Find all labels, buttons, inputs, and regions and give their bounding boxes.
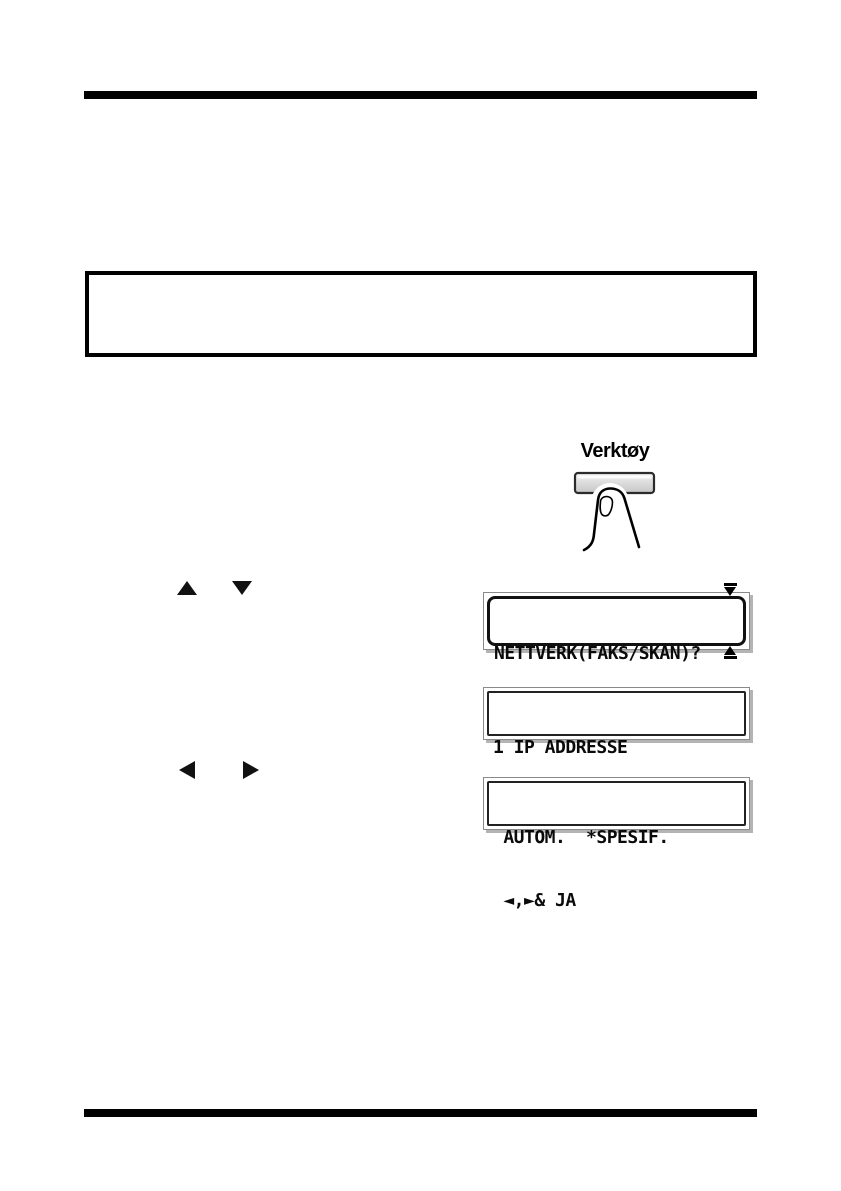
lcd-screen [487,691,746,758]
lcd-line1: AUTOM. *SPESIF. [493,827,669,848]
down-arrow-key-icon [232,581,252,595]
scroll-down-indicator-icon [722,540,738,638]
lcd-display-autom-spesif [483,777,750,911]
verktoy-key-label: Verktøy [580,440,650,462]
lcd-screen [487,596,746,664]
bottom-rule [84,1109,757,1117]
lcd-line2: ◄,►& JA [493,890,576,911]
lcd-display-network-prompt [483,592,750,664]
right-arrow-key-icon [243,761,259,779]
verktoy-key-press-illustration [565,460,665,565]
left-arrow-key-icon [179,761,195,779]
lcd-display-ip-address-menu [483,687,750,758]
lcd-screen [487,781,746,911]
lcd-line1: NETTVERK(FAKS/SKAN)? [494,643,701,664]
lcd-line1: 1 IP ADDRESSE [493,737,628,758]
note-box [85,271,757,357]
top-rule [84,91,757,99]
up-arrow-key-icon [177,581,197,595]
